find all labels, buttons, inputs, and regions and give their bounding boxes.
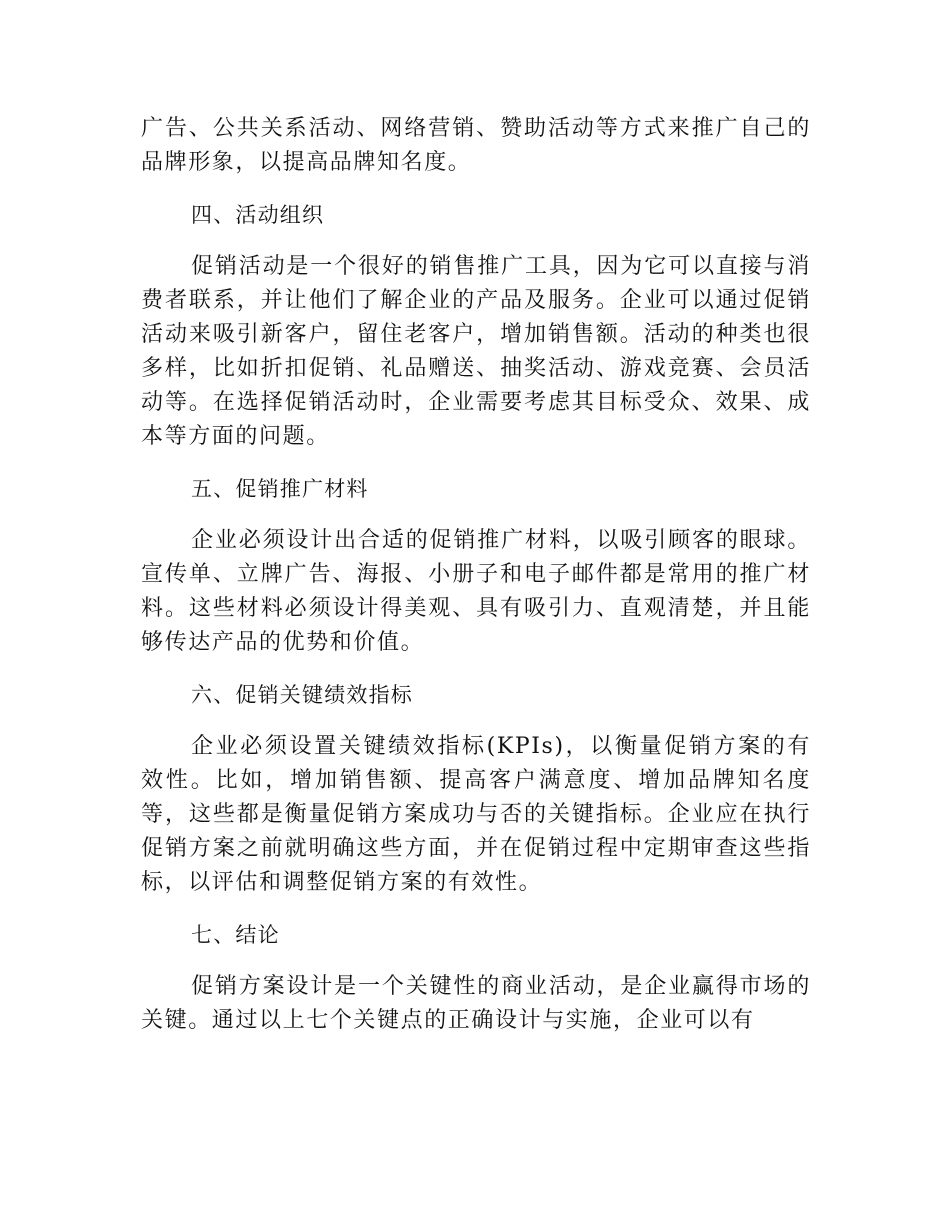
- paragraph-promotion-materials: 企业必须设计出合适的促销推广材料，以吸引顾客的眼球。宣传单、立牌广告、海报、小册子和电子邮件都是常用的推广材料。这些材料必须设计得美观、具有吸引力、直观清楚，并且能够传达产品的优势和价值。: [141, 528, 811, 655]
- paragraph-brand-promotion: 广告、公共关系活动、网络营销、赞助活动等方式来推广自己的品牌形象，以提高品牌知名度。: [141, 116, 811, 175]
- heading-kpi: 六、促销关键绩效指标: [191, 683, 413, 707]
- document-body: [141, 112, 811, 1056]
- heading-conclusion: 七、结论: [191, 923, 280, 947]
- heading-promotion-materials: 五、促销推广材料: [191, 477, 369, 501]
- paragraph-kpi: 企业必须设置关键绩效指标(KPIs)，以衡量促销方案的有效性。比如，增加销售额、提高客户满意度、增加品牌知名度等，这些都是衡量促销方案成功与否的关键指标。企业应在执行促销方案之前就明确这些方面，并在促销过程中定期审查这些指标，以评估和调整促销方案的有效性。: [141, 734, 811, 895]
- paragraph-conclusion: 促销方案设计是一个关键性的商业活动，是企业赢得市场的关键。通过以上七个关键点的正确设计与实施，企业可以有: [141, 974, 811, 1033]
- heading-activity-organization: 四、活动组织: [191, 203, 325, 227]
- paragraph-promotion-activities: 促销活动是一个很好的销售推广工具，因为它可以直接与消费者联系，并让他们了解企业的产品及服务。企业可以通过促销活动来吸引新客户，留住老客户，增加销售额。活动的种类也很多样，比如折扣促销、礼品赠送、抽奖活动、游戏竞赛、会员活动等。在选择促销活动时，企业需要考虑其目标受众、效果、成本等方面的问题。: [141, 254, 811, 449]
